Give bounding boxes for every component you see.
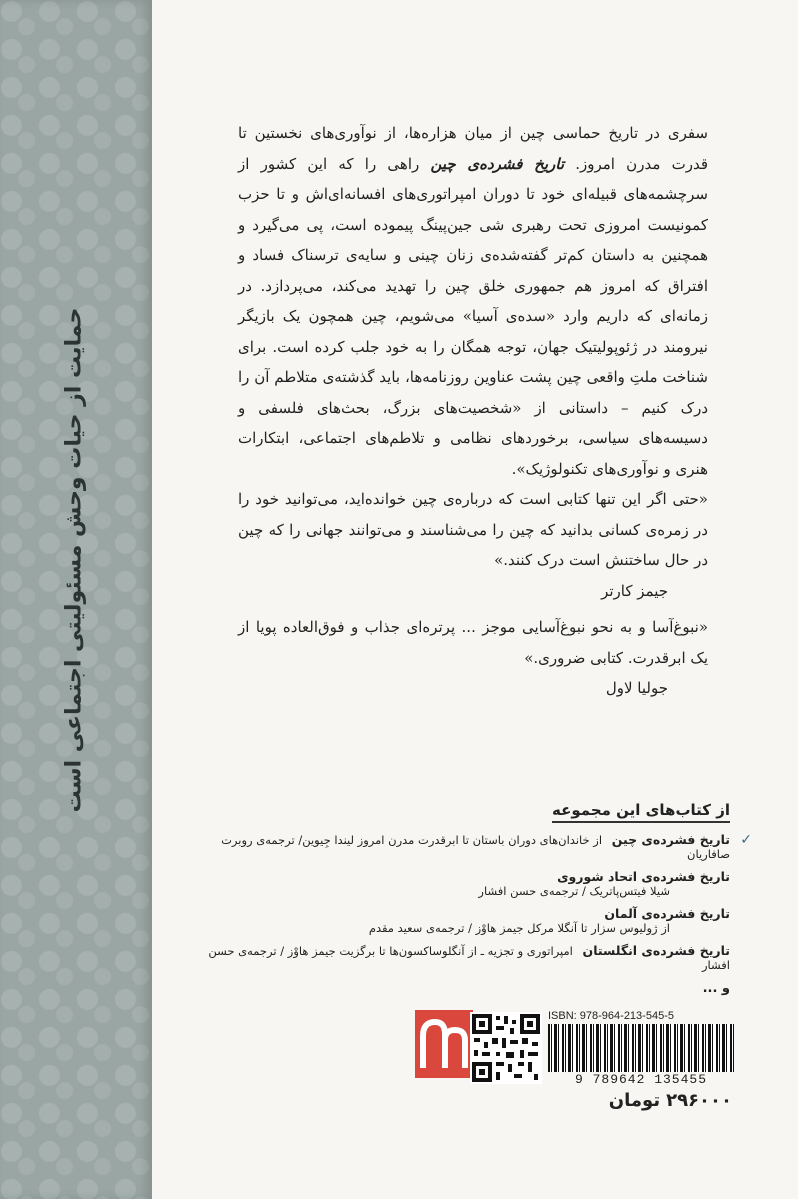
blurb-book-title: تاریخ فشرده‌ی چین [430,154,564,173]
publisher-logo-icon [415,1010,473,1078]
isbn-label: ISBN: 978-964-213-545-5 [548,1010,674,1022]
spine-slogan: حمایت از حیات وحش مسئولیتی اجتماعی است [61,307,87,813]
book-title: تاریخ فشرده‌ی اتحاد شوروی [557,869,730,884]
barcode [548,1010,734,1087]
series-book [205,870,730,898]
qr-code-icon [470,1012,542,1084]
quote-carter-author: جیمز کارتر [601,581,668,600]
quote-lovell: «نبوغ‌آسا و به نحو نبوغ‌آسایی موجز ... پرتره‌ای جذاب و فوق‌العاده پویا از یک ابرقدرت. کتابی ضروری.» [238,618,708,667]
quote-lovell-author: جولیا لاول [605,679,668,697]
book-detail: از خاندان‌های دوران باستان تا ابرقدرت مدرن امروز لیندا جِیوین/ ترجمه‌ی روبرت صافاریان [221,833,730,861]
blurb-text-rest: راهی را که این کشور از سرچشمه‌های قبیله‌ای خود تا دوران امپراتوری‌های افسانه‌ای‌اش و تا حزب کمونیست امروزی تحت رهبری شی جین‌پینگ پیموده است، پی می‌گیرد و همچنین به داستان کم‌تر گفته‌شده‌ی زنان چینی و سایه‌ی ترسناک فساد و افتراق که امروز هم جمهوری خلق چین را تهدید می‌کند، می‌پردازد. در زمانه‌ای که داریم وارد «سده‌ی آسیا» می‌شویم، چین همچون یک بازیگر نیرومند در ژئوپولیتیک جهان، توجه همگان را به خود جلب کرده است. برای شناخت ملتِ واقعی چین پشت عناوین روزنامه‌ها، باید گذشته‌ی متلاطم آن را درک کنیم – داستانی از «شخصیت‌های بزرگ، بحث‌های فلسفی و دسیسه‌های سیاسی، برخوردهای نظامی و تلاطم‌های اجتماعی، ابتکارات هنری و نوآوری‌های تکنولوژیک». [238,154,708,478]
blurb-text-start: سفری در تاریخ حماسی چین از میان هزاره‌ها، از نوآوری‌های نخستین تا قدرت مدرن امروز. [238,124,708,173]
spine-band [0,0,152,1199]
series-title: از کتاب‌های این مجموعه [552,801,730,823]
quote-carter: «حتی اگر این تنها کتابی است که درباره‌ی چین خوانده‌اید، می‌توانید خود را در زمره‌ی کسانی بدانید که چین را می‌شناسند و می‌توانند جهانی را که چین در حال ساختنش است درک کنند.» [238,490,708,569]
barcode-number: 9 789642 135455 [574,1072,708,1087]
book-title: تاریخ فشرده‌ی چین [611,832,730,847]
series-book [205,944,730,972]
series-more: و ... [702,981,730,996]
book-detail: شیلا فیتس‌پاتریک / ترجمه‌ی حسن افشار [478,884,670,898]
price-currency: تومان [608,1090,661,1111]
barcode-bars-icon [548,1024,734,1072]
back-cover-blurb [238,118,708,710]
book-detail: از ژولیوس سزار تا آنگلا مرکل جیمز هاوْز / ترجمه‌ی سعید مقدم [368,921,670,935]
price [572,1090,732,1111]
book-title: تاریخ فشرده‌ی انگلستان [582,943,730,958]
book-title: تاریخ فشرده‌ی آلمان [604,906,730,921]
price-amount: ۲۹۶۰۰۰ [666,1090,732,1111]
blurb-paragraph [238,118,708,484]
book-detail: امپراتوری و تجزیه ـ از آنگلوساکسون‌ها تا برگزیت جیمز هاوْز / ترجمه‌ی حسن افشار [208,944,730,972]
check-mark-icon: ✓ [740,832,752,848]
series-book [205,832,752,861]
series-list [205,800,752,996]
series-book [205,907,730,935]
